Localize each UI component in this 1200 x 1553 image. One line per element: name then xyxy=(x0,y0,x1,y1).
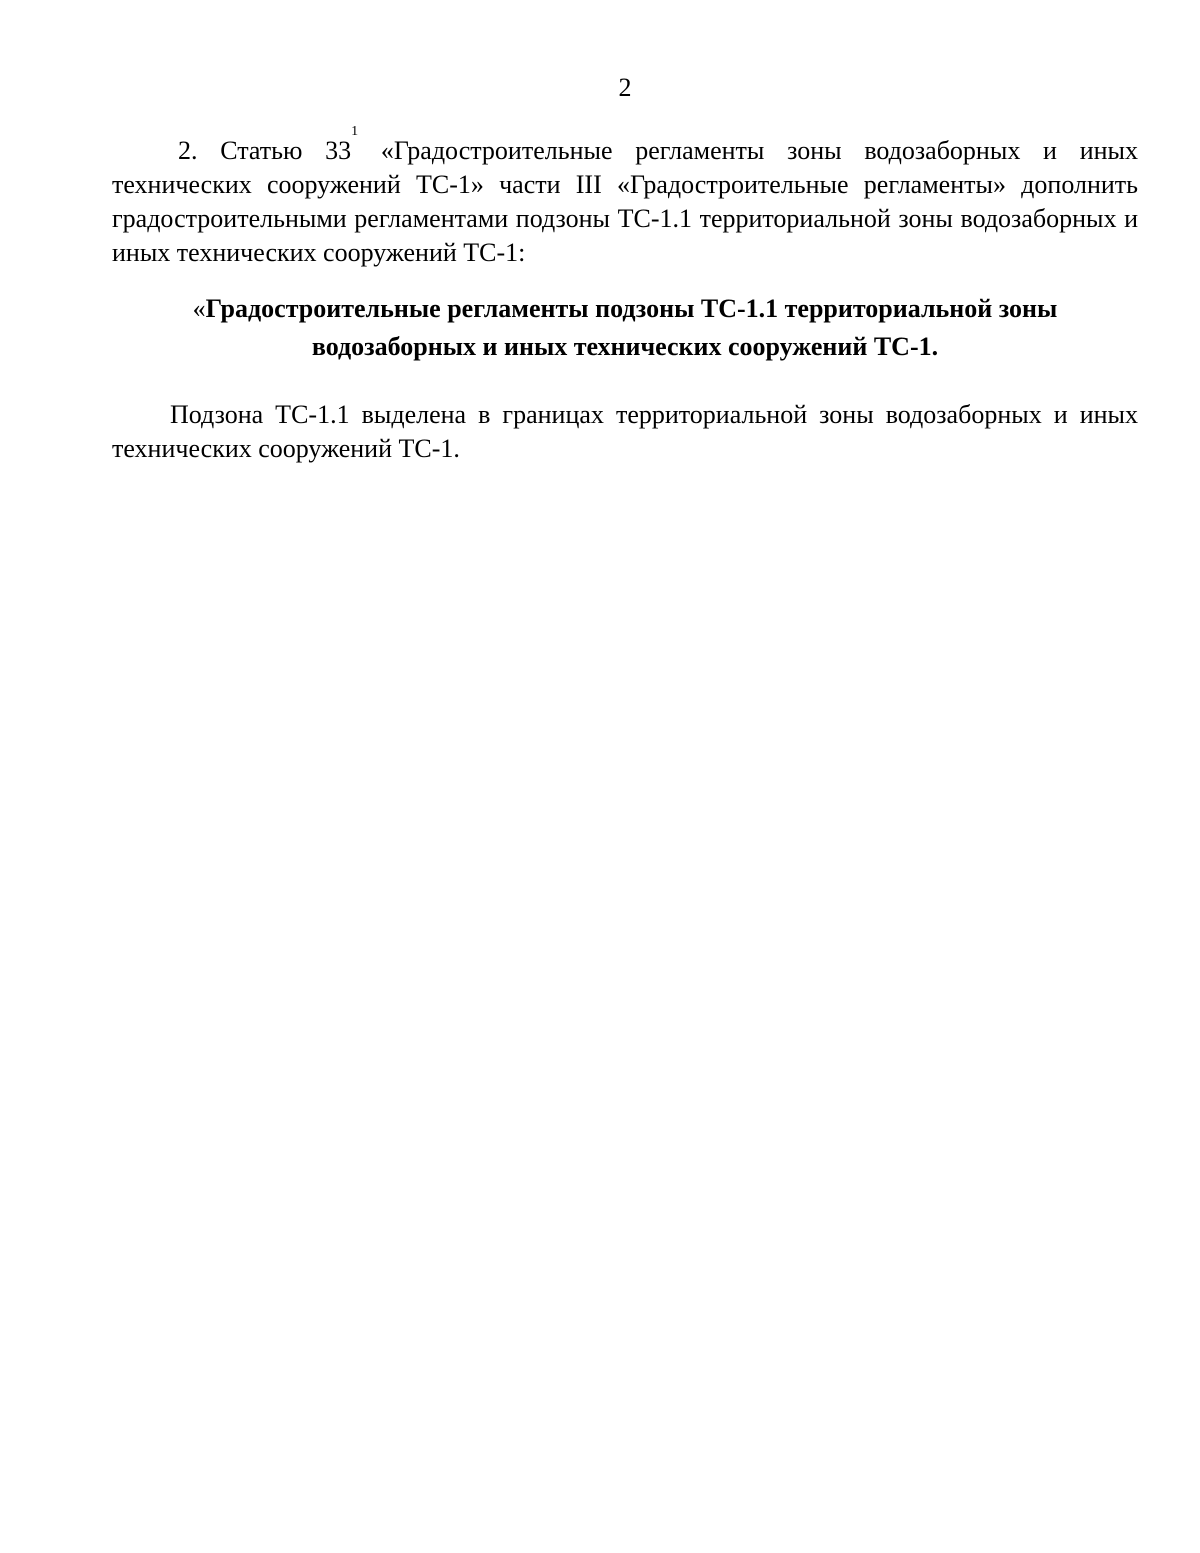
heading-line-1: Градостроительные регламенты подзоны ТС-1.1 территориальной зоны xyxy=(205,294,1058,323)
paragraph-amendment-2 xyxy=(112,124,1138,270)
paragraph-subzone-description: Подзона ТС-1.1 выделена в границах территориальной зоны водозаборных и иных технических сооружений ТС-1. xyxy=(112,400,1138,463)
paragraph-body: «Градостроительные регламенты зоны водозаборных и иных технических сооружений ТС-1» части III «Градостроительные регламенты» дополнить градостроительными регламентами подзоны ТС-1.1 территориальной зоны водозаборных и иных технических сооружений ТС-1: xyxy=(112,136,1138,267)
article-superscript: 1 xyxy=(351,124,359,139)
heading-open-quote: « xyxy=(192,294,206,323)
section-heading xyxy=(112,290,1138,366)
page-number: 2 xyxy=(618,73,632,102)
heading-line-2: водозаборных и иных технических сооружений ТС-1. xyxy=(311,332,939,361)
paragraph-lead: 2. Статью 33 xyxy=(178,136,352,165)
